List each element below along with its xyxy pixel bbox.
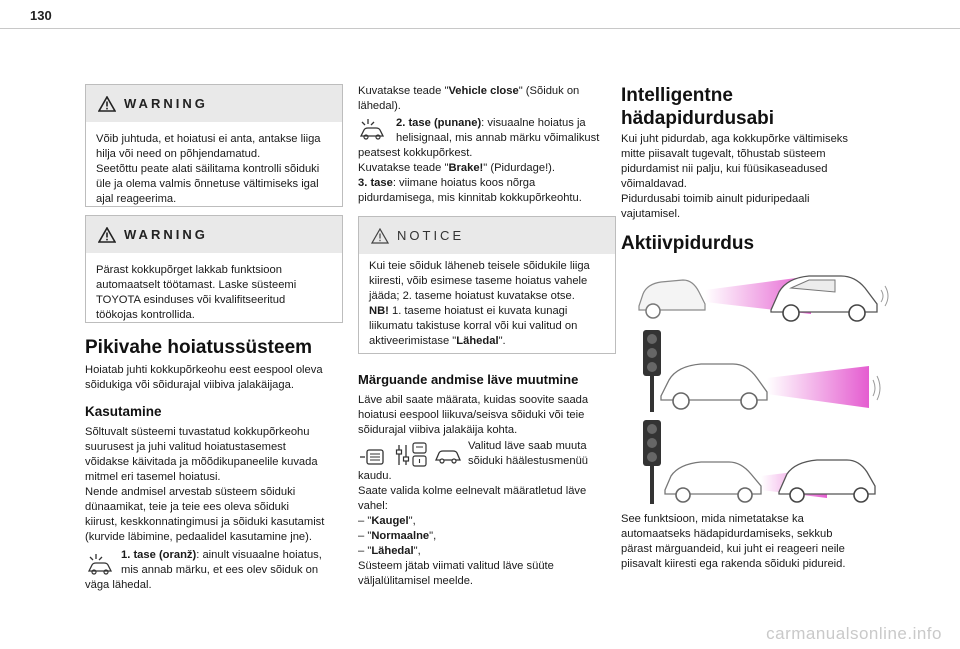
text-line: vahel: xyxy=(358,500,388,512)
icon-caption xyxy=(468,439,588,469)
intro-paragraph xyxy=(85,363,323,393)
menu-button-icon xyxy=(358,444,386,468)
notice-line: jääda; 2. taseme hoiatust kuvatakse otse. xyxy=(369,290,575,302)
text-line xyxy=(85,548,322,563)
text-line: helisignaal, mis annab märku võimalikust xyxy=(396,132,600,144)
option-label: Normaalne xyxy=(371,530,430,542)
illustration-two-cars-stopped xyxy=(621,420,889,504)
notice-title: NOTICE xyxy=(397,228,465,243)
option-label: Lähedal xyxy=(456,335,499,347)
text-line: kiirust, keskkonnatingimusi ja sõiduki kasutamist xyxy=(85,516,325,528)
text-line: Nende andmisel arvestab süsteem sõiduki xyxy=(85,486,296,498)
section-heading: Aktiivpidurdus xyxy=(621,233,755,254)
warning-box-2 xyxy=(85,215,343,323)
text-line: pärast märguandeid, kui juht ei reageeri neile xyxy=(621,543,845,555)
warning-line: ajal reageerima. xyxy=(96,193,177,205)
text-line: väljalülitamisel meelde. xyxy=(358,575,474,587)
illustration-traffic-light xyxy=(621,330,889,412)
warning-title: WARNING xyxy=(124,227,208,242)
level1-paragraph xyxy=(85,548,322,593)
option-item: – "Kaugel", xyxy=(358,515,416,527)
warning-header xyxy=(86,216,342,253)
text-span: Kuvatakse teade " xyxy=(358,162,449,174)
warning-title: WARNING xyxy=(124,96,208,111)
notice-box xyxy=(358,216,616,354)
level3-label: 3. tase xyxy=(358,177,393,189)
option-label: Kaugel xyxy=(371,515,409,527)
text-line xyxy=(358,161,618,176)
settings-sliders-icon xyxy=(395,442,429,468)
text-span: aktiveerimistase " xyxy=(369,335,457,347)
text-line: sõidukiga või sõidurajal viibiva jalakäijaga. xyxy=(85,379,294,391)
text-line: mitte piisavalt tugevalt, tõhustab süsteem xyxy=(621,148,826,160)
text-span: ". xyxy=(498,335,506,347)
active-braking-paragraph xyxy=(621,512,889,572)
brake-assist-paragraph xyxy=(621,132,889,222)
text-line: Valitud läve saab muuta xyxy=(468,440,587,452)
text-span: : viimane hoiatus koos nõrga xyxy=(392,177,536,189)
warning-line: Pärast kokkupõrget lakkab funktsioon xyxy=(96,264,282,276)
text-line: dünaamikat, teie ja teie ees oleva sõiduki xyxy=(85,501,289,513)
message-label: Vehicle close xyxy=(448,85,519,97)
level1-label: 1. tase (oranž) xyxy=(121,549,197,561)
notice-line: liikumatu takistuse korral või kui valitud on xyxy=(369,320,578,332)
text-line: pidurdamisega, mis kinnitab kokkupõrkeohtu. xyxy=(358,192,582,204)
warning-box-1 xyxy=(85,84,343,207)
threshold-paragraph xyxy=(358,393,618,438)
nb-label: NB! xyxy=(369,305,389,317)
text-line: Sõltuvalt süsteemi tuvastatud kokkupõrkeohu xyxy=(85,426,310,438)
illustration-car-following xyxy=(621,266,889,326)
message-label: Brake! xyxy=(448,162,484,174)
text-line: Saate valida kolme eelnevalt määratletud läve xyxy=(358,485,587,497)
notice-line: kiiresti, võib esimese taseme hoiatus vahele xyxy=(369,275,588,287)
notice-line: Kui teie sõiduk läheneb teisele sõidukile liiga xyxy=(369,260,590,272)
warning-line: töökojas kontrollida. xyxy=(96,309,195,321)
text-line: võimaldavad. xyxy=(621,178,687,190)
text-line: sõidurajal viibiva jalakäija kohta. xyxy=(358,424,518,436)
text-span: " (Sõiduk on xyxy=(518,85,580,97)
heading-line: hädapidurdusabi xyxy=(621,108,775,129)
notice-header xyxy=(359,217,615,254)
text-line: Süsteem jätab viimati valitud läve süüte xyxy=(358,560,554,572)
section-heading xyxy=(621,84,774,130)
warning-line: TOYOTA esinduses või kvalifitseeritud xyxy=(96,294,286,306)
text-line: Kui juht pidurdab, aga kokkupõrke vältimiseks xyxy=(621,133,848,145)
warning-line: hilja või need on põhjendamatud. xyxy=(96,148,261,160)
text-line: mis annab märku, et ees olev sõiduk on xyxy=(121,564,319,576)
text-line: väga lähedal. xyxy=(85,579,152,591)
text-line: võidakse käivitada ja mõõdikupaneelile kuvada xyxy=(85,456,318,468)
text-line: peatsest kokkupõrkest. xyxy=(358,147,473,159)
text-line: hoiatusi eespool liikuva/seisva sõiduki või teie xyxy=(358,409,585,421)
option-item: – "Lähedal", xyxy=(358,545,421,557)
text-line: (kurvide läbimine, pedaalidel kasutamine jne). xyxy=(85,531,312,543)
option-label: Lähedal xyxy=(371,545,414,557)
text-line: lähedal). xyxy=(358,100,401,112)
header-rule xyxy=(0,28,960,29)
text-line: pidurdamist nii palju, kui füüsikaseadused xyxy=(621,163,828,175)
level2-paragraph xyxy=(358,116,618,206)
watermark: carmanualsonline.info xyxy=(766,624,942,643)
notice-triangle-icon xyxy=(371,228,389,244)
text-line: sõiduki häälestusmenüü xyxy=(468,455,589,467)
heading-line: Intelligentne xyxy=(621,85,733,106)
text-line xyxy=(358,116,618,131)
warning-line: üle ja olema valmis õnnetuse vältimiseks igal xyxy=(96,178,319,190)
text-span: : visuaalne hoiatus ja xyxy=(481,117,586,129)
text-span: 1. taseme hoiatust ei kuvata kunagi xyxy=(388,305,568,317)
text-line: mitmel eri tasemel hoiatusi. xyxy=(85,471,221,483)
usage-paragraph xyxy=(85,425,324,545)
text-line: piisavalt kiiresti ega rakenda sõiduki pidureid. xyxy=(621,558,846,570)
subsection-heading: Märguande andmise läve muutmine xyxy=(358,372,579,387)
text-line: automaatseks hädapidurdamiseks, sekkub xyxy=(621,528,833,540)
text-line: See funktsioon, mida nimetatakse ka xyxy=(621,513,804,525)
page-number: 130 xyxy=(30,8,52,23)
notice-line xyxy=(369,304,605,319)
text-line: kaudu. xyxy=(358,470,392,482)
warning-line: Seetõttu peate alati säilitama kontrolli sõiduki xyxy=(96,163,320,175)
text-span: : ainult visuaalne hoiatus, xyxy=(196,549,322,561)
text-span: " (Pidurdage!). xyxy=(483,162,556,174)
notice-line xyxy=(369,334,605,349)
text-line: suurusest ja juhi valitud hoiatustasemest xyxy=(85,441,286,453)
option-item: – "Normaalne", xyxy=(358,530,437,542)
vehicle-close-paragraph xyxy=(358,84,618,114)
warning-line: Võib juhtuda, et hoiatusi ei anta, antakse liiga xyxy=(96,133,321,145)
text-line: Pidurdusabi toimib ainult piduripedaali xyxy=(621,193,810,205)
warning-triangle-icon xyxy=(98,96,116,112)
car-settings-icon xyxy=(434,446,462,466)
options-paragraph xyxy=(358,469,618,589)
section-heading: Pikivahe hoiatussüsteem xyxy=(85,337,313,358)
text-line: Läve abil saate määrata, kuidas soovite saada xyxy=(358,394,589,406)
warning-triangle-icon xyxy=(98,227,116,243)
text-line: vajutamisel. xyxy=(621,208,681,220)
warning-line: automaatselt töötamast. Laske süsteemi xyxy=(96,279,297,291)
text-line xyxy=(358,84,618,99)
subsection-heading: Kasutamine xyxy=(85,404,162,419)
level2-label: 2. tase (punane) xyxy=(396,117,482,129)
text-line xyxy=(358,176,618,191)
text-span: Kuvatakse teade " xyxy=(358,85,449,97)
text-line: Hoiatab juhti kokkupõrkeohu eest eespool oleva xyxy=(85,364,323,376)
warning-header xyxy=(86,85,342,122)
